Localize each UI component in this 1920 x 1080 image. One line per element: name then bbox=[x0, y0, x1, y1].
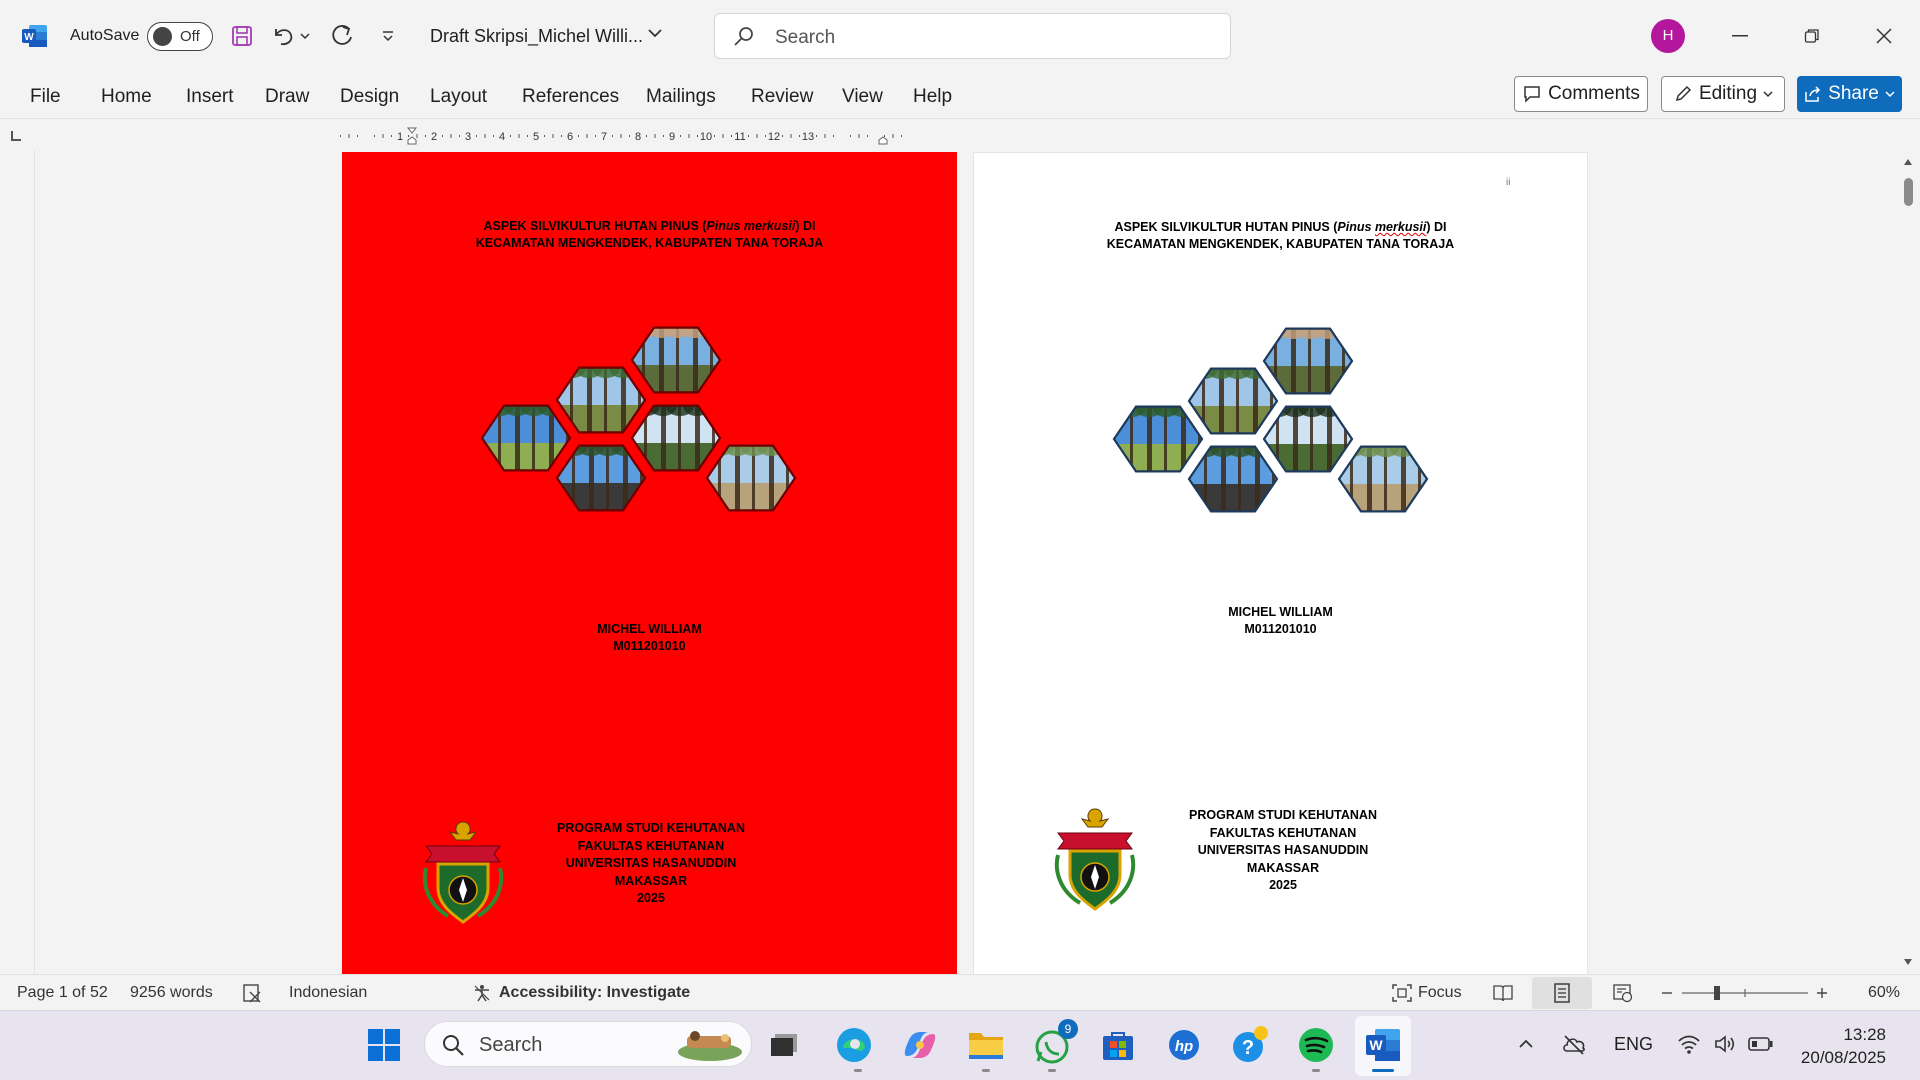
avatar[interactable]: H bbox=[1651, 19, 1685, 53]
zoom-thumb bbox=[1714, 986, 1720, 1000]
focus-icon[interactable] bbox=[1391, 983, 1413, 1003]
pencil-icon bbox=[1673, 84, 1693, 104]
onedrive-icon[interactable] bbox=[1561, 1033, 1587, 1055]
forest-photo bbox=[706, 434, 802, 527]
student-id: M011201010 bbox=[613, 639, 686, 653]
scroll-up-icon[interactable] bbox=[1903, 158, 1913, 166]
institution-line: PROGRAM STUDI KEHUTANAN bbox=[1189, 808, 1377, 822]
zoom-level[interactable]: 60% bbox=[1868, 984, 1901, 1001]
taskbar-search[interactable] bbox=[424, 1021, 752, 1067]
word-logo-icon bbox=[22, 24, 48, 48]
clock-time: 13:28 bbox=[1843, 1025, 1886, 1044]
scrollbar-thumb[interactable] bbox=[1904, 178, 1913, 206]
forest-photo bbox=[1338, 435, 1434, 528]
svg-text:hp: hp bbox=[1174, 1038, 1194, 1055]
search-placeholder: Search bbox=[775, 27, 836, 48]
windows-taskbar bbox=[0, 1010, 1920, 1080]
horizontal-ruler[interactable] bbox=[336, 127, 951, 145]
university-crest bbox=[418, 818, 508, 928]
minimize-icon[interactable] bbox=[1720, 18, 1760, 54]
tab-help[interactable]: Help bbox=[913, 86, 953, 107]
microsoft-store-icon[interactable] bbox=[1098, 1025, 1138, 1065]
clock-date: 20/08/2025 bbox=[1800, 1048, 1886, 1067]
wifi-icon[interactable] bbox=[1677, 1033, 1701, 1055]
tab-references[interactable]: References bbox=[522, 86, 620, 107]
autosave-label: AutoSave bbox=[70, 27, 140, 44]
institution-line: PROGRAM STUDI KEHUTANAN bbox=[557, 821, 745, 835]
title-text: ) DI bbox=[795, 219, 816, 233]
right-indent-marker bbox=[879, 137, 887, 144]
svg-text:?: ? bbox=[1241, 1037, 1255, 1059]
chevron-down-icon bbox=[1763, 90, 1773, 98]
redo-icon[interactable] bbox=[326, 20, 358, 52]
ruler-number: 6 bbox=[566, 131, 574, 143]
tab-selector[interactable] bbox=[11, 131, 21, 141]
ruler-number: 7 bbox=[600, 131, 608, 143]
accessibility-status[interactable]: Accessibility: Investigate bbox=[499, 984, 691, 1001]
forest-photo bbox=[630, 316, 726, 409]
chevron-down-icon bbox=[1885, 90, 1895, 98]
title-line2: KECAMATAN MENGKENDEK, KABUPATEN TANA TORAJA bbox=[1106, 237, 1455, 251]
vertical-scrollbar[interactable] bbox=[1896, 150, 1920, 974]
whatsapp-icon[interactable] bbox=[1032, 1022, 1072, 1065]
zoom-in-icon bbox=[1817, 988, 1827, 998]
status-bar bbox=[0, 974, 1920, 1010]
word-taskbar-icon[interactable] bbox=[1363, 1025, 1403, 1065]
editing-mode-button[interactable] bbox=[1661, 76, 1785, 112]
photo-collage bbox=[1073, 311, 1473, 561]
running-indicator bbox=[982, 1069, 990, 1072]
notification-badge: 9 bbox=[1058, 1019, 1078, 1039]
title-italic: Pinus merkusii bbox=[706, 219, 796, 233]
author-block bbox=[342, 621, 957, 655]
proofing-icon[interactable] bbox=[242, 983, 264, 1003]
read-mode-icon[interactable] bbox=[1492, 983, 1514, 1003]
running-indicator bbox=[1312, 1069, 1320, 1072]
tab-home[interactable]: Home bbox=[101, 86, 152, 107]
task-view-icon[interactable] bbox=[764, 1025, 804, 1065]
spotify-icon[interactable] bbox=[1296, 1025, 1336, 1065]
close-icon[interactable] bbox=[1864, 18, 1904, 54]
institution-block bbox=[531, 820, 771, 908]
save-icon[interactable] bbox=[226, 20, 258, 52]
institution-line: MAKASSAR bbox=[614, 873, 688, 888]
chevron-down-icon[interactable] bbox=[646, 24, 664, 42]
input-language[interactable]: ENG bbox=[1614, 1034, 1654, 1054]
windows-start-icon[interactable] bbox=[364, 1025, 404, 1065]
search-icon bbox=[441, 1033, 465, 1057]
chevron-up-icon[interactable] bbox=[1518, 1039, 1534, 1049]
institution-line: UNIVERSITAS HASANUDDIN bbox=[565, 856, 737, 870]
ruler-number: 11 bbox=[734, 131, 746, 143]
running-indicator bbox=[854, 1069, 862, 1072]
title-bar bbox=[0, 0, 1920, 72]
student-id: M011201010 bbox=[1244, 622, 1317, 636]
system-clock[interactable] bbox=[1790, 1023, 1886, 1069]
institution-line: UNIVERSITAS HASANUDDIN bbox=[1197, 843, 1369, 857]
author-name: MICHEL WILLIAM bbox=[1228, 605, 1333, 619]
institution-line: FAKULTAS KEHUTANAN bbox=[1209, 825, 1357, 840]
ribbon-tabs bbox=[0, 72, 1920, 118]
author-block bbox=[974, 604, 1587, 638]
tab-mailings[interactable]: Mailings bbox=[646, 86, 716, 107]
tab-layout[interactable]: Layout bbox=[430, 86, 488, 107]
institution-line: 2025 bbox=[1269, 878, 1297, 892]
tab-view[interactable]: View bbox=[842, 86, 883, 107]
canvas-edge bbox=[34, 150, 35, 974]
search-input[interactable] bbox=[714, 13, 1231, 59]
language-indicator[interactable]: Indonesian bbox=[289, 984, 368, 1001]
customize-qat-icon[interactable] bbox=[372, 20, 404, 52]
ruler-number: 1 bbox=[396, 131, 404, 143]
edge-browser-icon[interactable] bbox=[834, 1025, 874, 1065]
spelling-flagged-word[interactable]: merkusii bbox=[1374, 220, 1427, 234]
search-icon bbox=[733, 26, 755, 48]
institution-line: FAKULTAS KEHUTANAN bbox=[577, 838, 725, 853]
running-indicator bbox=[1048, 1069, 1056, 1072]
title-text: ASPEK SILVIKULTUR HUTAN PINUS ( bbox=[483, 219, 707, 233]
crest-banner bbox=[426, 846, 500, 862]
help-icon[interactable] bbox=[1230, 1025, 1270, 1065]
ruler-number: 4 bbox=[498, 131, 506, 143]
first-line-indent-marker bbox=[408, 128, 416, 133]
svg-text:W: W bbox=[24, 32, 34, 43]
print-layout-icon bbox=[1552, 983, 1572, 1003]
volume-icon[interactable] bbox=[1713, 1033, 1737, 1055]
share-icon bbox=[1804, 85, 1822, 103]
focus-label[interactable]: Focus bbox=[1418, 984, 1462, 1001]
forest-photo bbox=[1262, 317, 1358, 410]
search-highlight-image bbox=[675, 1026, 745, 1064]
title-text: ) DI bbox=[1426, 220, 1447, 234]
tab-design[interactable]: Design bbox=[340, 86, 400, 107]
page-count[interactable]: Page 1 of 52 bbox=[17, 984, 108, 1001]
cover-page-red[interactable] bbox=[342, 152, 957, 974]
battery-icon[interactable] bbox=[1748, 1035, 1774, 1053]
page-number: ii bbox=[1506, 177, 1511, 188]
photo-collage bbox=[441, 310, 841, 560]
editing-label: Editing bbox=[1698, 83, 1758, 104]
tab-insert[interactable]: Insert bbox=[186, 86, 234, 107]
autosave-state: Off bbox=[180, 28, 200, 45]
ruler-bar bbox=[0, 118, 1920, 150]
thesis-title bbox=[342, 218, 957, 252]
tab-draw[interactable]: Draw bbox=[265, 86, 310, 107]
ruler-number: 2 bbox=[430, 131, 438, 143]
institution-block bbox=[1163, 807, 1403, 895]
ruler-number: 12 bbox=[767, 131, 781, 143]
ruler-number: 3 bbox=[464, 131, 472, 143]
accessibility-icon bbox=[472, 983, 492, 1003]
document-title[interactable]: Draft Skripsi_Michel Willi... bbox=[430, 26, 644, 46]
print-layout-button[interactable] bbox=[1532, 977, 1592, 1009]
autosave-toggle[interactable] bbox=[147, 22, 213, 51]
comment-icon bbox=[1522, 84, 1542, 104]
university-crest bbox=[1050, 805, 1140, 915]
web-layout-icon[interactable] bbox=[1612, 983, 1634, 1003]
comments-label: Comments bbox=[1548, 83, 1640, 104]
title-page-white[interactable] bbox=[973, 152, 1588, 974]
active-indicator bbox=[1372, 1069, 1394, 1072]
undo-dropdown-icon[interactable] bbox=[296, 20, 314, 52]
tab-file[interactable]: File bbox=[30, 86, 61, 107]
title-text: ASPEK SILVIKULTUR HUTAN PINUS ( bbox=[1114, 220, 1338, 234]
title-italic: Pinus bbox=[1337, 220, 1372, 234]
hp-icon[interactable] bbox=[1164, 1025, 1204, 1065]
ruler-number: 5 bbox=[532, 131, 540, 143]
thesis-title bbox=[974, 219, 1587, 253]
share-label: Share bbox=[1828, 83, 1879, 104]
file-explorer-icon[interactable] bbox=[966, 1025, 1006, 1065]
tab-review[interactable]: Review bbox=[751, 86, 814, 107]
svg-text:W: W bbox=[1369, 1037, 1383, 1053]
institution-line: 2025 bbox=[637, 891, 665, 905]
zoom-slider[interactable] bbox=[1660, 984, 1830, 1002]
crest-rooster bbox=[1082, 809, 1108, 827]
institution-line: MAKASSAR bbox=[1246, 860, 1320, 875]
scroll-down-icon[interactable] bbox=[1903, 958, 1913, 966]
author-name: MICHEL WILLIAM bbox=[597, 622, 702, 636]
ruler-number: 8 bbox=[634, 131, 642, 143]
restore-icon[interactable] bbox=[1792, 18, 1832, 54]
left-indent-marker bbox=[408, 137, 416, 144]
toggle-knob bbox=[153, 27, 172, 46]
title-line2: KECAMATAN MENGKENDEK, KABUPATEN TANA TORAJA bbox=[475, 236, 824, 250]
comments-button[interactable] bbox=[1514, 76, 1648, 112]
copilot-icon[interactable] bbox=[900, 1025, 940, 1065]
document-canvas[interactable] bbox=[0, 150, 1920, 974]
word-count[interactable]: 9256 words bbox=[130, 984, 213, 1001]
ruler-number: 10 bbox=[699, 131, 713, 143]
crest-banner bbox=[1058, 833, 1132, 849]
ruler-number: 9 bbox=[668, 131, 676, 143]
ruler-number: 13 bbox=[801, 131, 815, 143]
share-button[interactable] bbox=[1797, 76, 1902, 112]
crest-rooster bbox=[450, 822, 476, 840]
taskbar-search-label: Search bbox=[479, 1034, 543, 1056]
